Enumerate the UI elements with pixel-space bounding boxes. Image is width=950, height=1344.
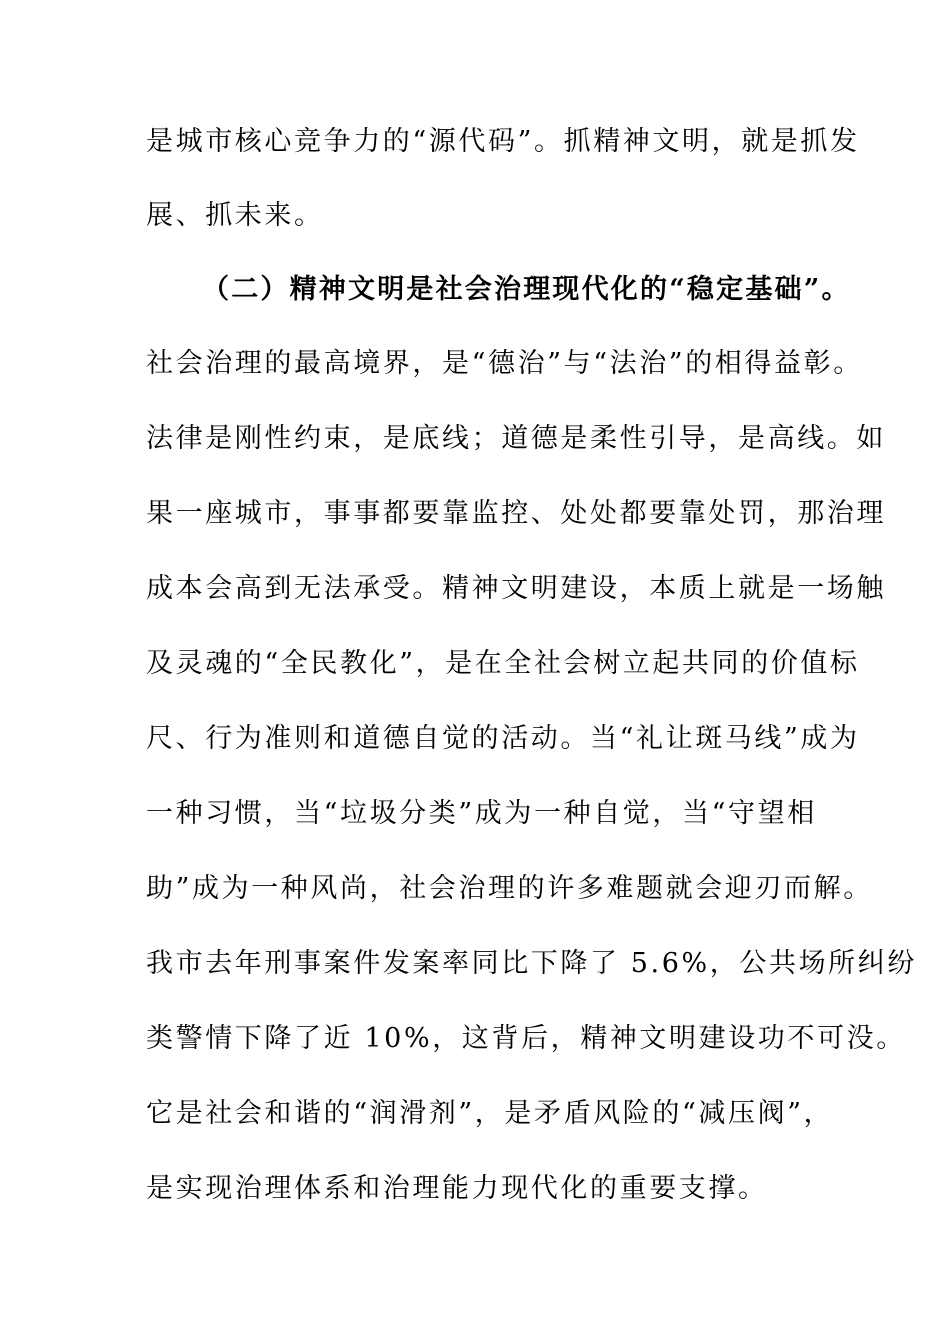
paragraph-line: 果一座城市，事事都要靠监控、处处都要靠处罚，那治理 [146, 498, 886, 529]
paragraph-line: 成本会高到无法承受。精神文明建设，本质上就是一场触 [146, 573, 886, 604]
paragraph-line: 我市去年刑事案件发案率同比下降了 5.6%，公共场所纠纷 [146, 948, 917, 979]
paragraph-line: 它是社会和谐的“润滑剂”，是矛盾风险的“减压阀”， [146, 1098, 834, 1129]
paragraph-line: 法律是刚性约束，是底线；道德是柔性引导，是高线。如 [146, 423, 886, 454]
paragraph-line: 一种习惯，当“垃圾分类”成为一种自觉，当“守望相 [146, 798, 817, 829]
paragraph-line: 尺、行为准则和道德自觉的活动。当“礼让斑马线”成为 [146, 723, 860, 754]
section-heading: （二）精神文明是社会治理现代化的“稳定基础”。 [202, 274, 851, 305]
paragraph-line: 及灵魂的“全民教化”，是在全社会树立起共同的价值标 [146, 648, 860, 679]
paragraph-line: 展、抓未来。 [146, 200, 324, 231]
paragraph-line: 类警情下降了近 10%，这背后，精神文明建设功不可没。 [146, 1023, 906, 1054]
paragraph-line: 社会治理的最高境界，是“德治”与“法治”的相得益彰。 [146, 348, 863, 379]
paragraph-line: 是实现治理体系和治理能力现代化的重要支撑。 [146, 1173, 768, 1204]
paragraph-line: 助”成为一种风尚，社会治理的许多难题就会迎刃而解。 [146, 873, 873, 904]
paragraph-line: 是城市核心竞争力的“源代码”。抓精神文明，就是抓发 [146, 126, 860, 157]
